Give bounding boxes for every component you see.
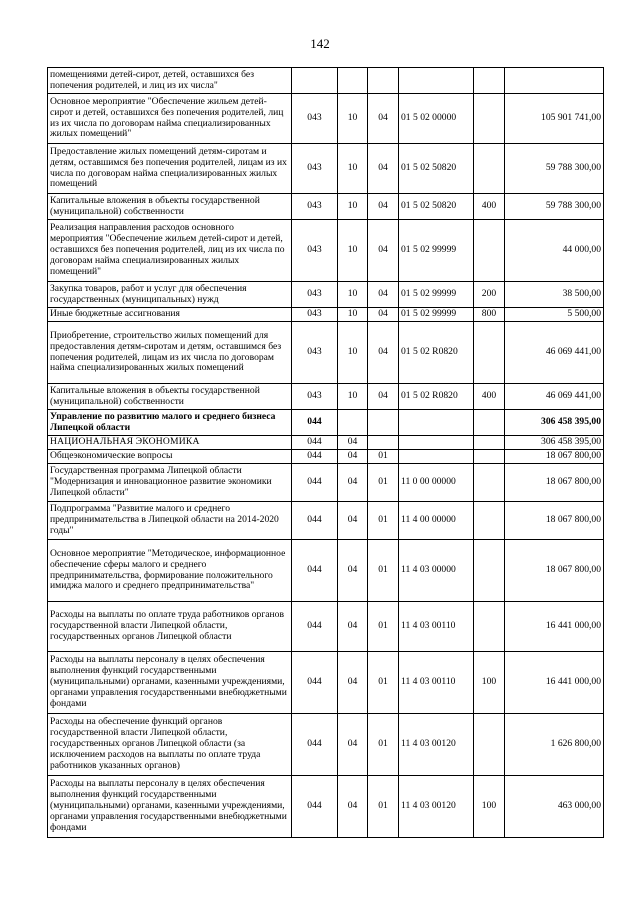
table-row <box>48 194 604 220</box>
ministry-code-cell: 044 <box>292 450 338 464</box>
ministry-code-cell: 043 <box>292 194 338 220</box>
subsection-code-cell: 04 <box>368 384 399 410</box>
amount-cell <box>505 68 604 94</box>
section-code-cell: 04 <box>338 436 368 450</box>
amount-cell: 16 441 000,00 <box>505 652 604 714</box>
table-row <box>48 384 604 410</box>
target-article-cell: 01 5 02 99999 <box>399 308 474 322</box>
target-article-cell: 01 5 02 R0820 <box>399 384 474 410</box>
amount-cell: 5 500,00 <box>505 308 604 322</box>
expense-type-cell <box>474 540 505 602</box>
amount-cell: 46 069 441,00 <box>505 322 604 384</box>
row-name-cell: Капитальные вложения в объекты государственной (муниципальной) собственности <box>48 384 292 410</box>
table-row <box>48 776 604 838</box>
expense-type-cell: 400 <box>474 384 505 410</box>
target-article-cell: 01 5 02 00000 <box>399 94 474 144</box>
expense-type-cell: 100 <box>474 776 505 838</box>
amount-cell: 306 458 395,00 <box>505 410 604 436</box>
subsection-code-cell: 04 <box>368 322 399 384</box>
section-code-cell: 04 <box>338 714 368 776</box>
amount-cell: 59 788 300,00 <box>505 144 604 194</box>
amount-cell: 59 788 300,00 <box>505 194 604 220</box>
amount-cell: 44 000,00 <box>505 220 604 282</box>
expense-type-cell <box>474 220 505 282</box>
ministry-code-cell: 044 <box>292 502 338 540</box>
expense-type-cell <box>474 68 505 94</box>
target-article-cell <box>399 436 474 450</box>
subsection-code-cell: 01 <box>368 652 399 714</box>
target-article-cell: 01 5 02 50820 <box>399 194 474 220</box>
expense-type-cell: 800 <box>474 308 505 322</box>
section-code-cell: 04 <box>338 776 368 838</box>
row-name-cell: Закупка товаров, работ и услуг для обеспечения государственных (муниципальных) нужд <box>48 282 292 308</box>
target-article-cell: 11 4 03 00110 <box>399 602 474 652</box>
ministry-code-cell: 044 <box>292 436 338 450</box>
table-row <box>48 410 604 436</box>
ministry-code-cell: 043 <box>292 282 338 308</box>
target-article-cell: 11 4 03 00120 <box>399 776 474 838</box>
section-code-cell: 10 <box>338 94 368 144</box>
target-article-cell <box>399 410 474 436</box>
section-code-cell: 04 <box>338 450 368 464</box>
row-name-cell: Реализация направления расходов основного мероприятия "Обеспечение жильем детей-сирот и детей, оставшихся без попечения родителей, лиц из их числа по договорам найма специализированных жилых помещений" <box>48 220 292 282</box>
ministry-code-cell: 043 <box>292 144 338 194</box>
section-code-cell: 04 <box>338 540 368 602</box>
subsection-code-cell: 04 <box>368 308 399 322</box>
subsection-code-cell: 01 <box>368 450 399 464</box>
amount-cell: 18 067 800,00 <box>505 502 604 540</box>
section-code-cell <box>338 68 368 94</box>
table-row <box>48 436 604 450</box>
ministry-code-cell: 044 <box>292 714 338 776</box>
ministry-code-cell: 043 <box>292 220 338 282</box>
subsection-code-cell: 01 <box>368 502 399 540</box>
row-name-cell: Расходы на выплаты персоналу в целях обеспечения выполнения функций государственными (муниципальными) органами, казенными учреждениями, органами управления государственными внебюджетными фондами <box>48 652 292 714</box>
table-row <box>48 220 604 282</box>
amount-cell: 306 458 395,00 <box>505 436 604 450</box>
row-name-cell: помещениями детей-сирот, детей, оставшихся без попечения родителей, и лиц из их числа" <box>48 68 292 94</box>
section-code-cell <box>338 410 368 436</box>
table-row <box>48 308 604 322</box>
expense-type-cell <box>474 144 505 194</box>
row-name-cell: Приобретение, строительство жилых помещений для предоставления детям-сиротам и детям, оставшимся без попечения родителей, лицам из их числа по договорам найма специализированных жилых помещений <box>48 322 292 384</box>
table-row <box>48 602 604 652</box>
ministry-code-cell: 043 <box>292 308 338 322</box>
section-code-cell: 10 <box>338 384 368 410</box>
row-name-cell: Подпрограмма "Развитие малого и среднего предпринимательства в Липецкой области на 2014-2020 годы" <box>48 502 292 540</box>
expense-type-cell <box>474 464 505 502</box>
amount-cell: 18 067 800,00 <box>505 540 604 602</box>
target-article-cell: 11 0 00 00000 <box>399 464 474 502</box>
target-article-cell: 01 5 02 99999 <box>399 282 474 308</box>
expense-type-cell <box>474 602 505 652</box>
row-name-cell: Управление по развитию малого и среднего бизнеса Липецкой области <box>48 410 292 436</box>
subsection-code-cell: 04 <box>368 282 399 308</box>
table-row <box>48 502 604 540</box>
table-row <box>48 652 604 714</box>
row-name-cell: Основное мероприятие "Обеспечение жильем детей-сирот и детей, оставшихся без попечения родителей, лиц из их числа по договорам найма специализированных жилых помещений" <box>48 94 292 144</box>
ministry-code-cell: 044 <box>292 776 338 838</box>
row-name-cell: Расходы на выплаты по оплате труда работников органов государственной власти Липецкой области, государственных органов Липецкой области <box>48 602 292 652</box>
section-code-cell: 10 <box>338 308 368 322</box>
table-row <box>48 322 604 384</box>
subsection-code-cell: 01 <box>368 602 399 652</box>
section-code-cell: 04 <box>338 602 368 652</box>
ministry-code-cell: 044 <box>292 540 338 602</box>
amount-cell: 18 067 800,00 <box>505 450 604 464</box>
amount-cell: 463 000,00 <box>505 776 604 838</box>
subsection-code-cell: 01 <box>368 714 399 776</box>
row-name-cell: Капитальные вложения в объекты государственной (муниципальной) собственности <box>48 194 292 220</box>
subsection-code-cell: 04 <box>368 194 399 220</box>
table-row <box>48 540 604 602</box>
row-name-cell: НАЦИОНАЛЬНАЯ ЭКОНОМИКА <box>48 436 292 450</box>
expense-type-cell <box>474 436 505 450</box>
subsection-code-cell: 01 <box>368 540 399 602</box>
expense-type-cell: 200 <box>474 282 505 308</box>
row-name-cell: Расходы на выплаты персоналу в целях обеспечения выполнения функций государственными (муниципальными) органами, казенными учреждениями, органами управления государственными внебюджетными фондами <box>48 776 292 838</box>
amount-cell: 38 500,00 <box>505 282 604 308</box>
row-name-cell: Предоставление жилых помещений детям-сиротам и детям, оставшимся без попечения родителей, лицам из их числа по договорам найма специализированных жилых помещений <box>48 144 292 194</box>
section-code-cell: 04 <box>338 502 368 540</box>
section-code-cell: 10 <box>338 220 368 282</box>
table-row <box>48 282 604 308</box>
target-article-cell: 01 5 02 R0820 <box>399 322 474 384</box>
row-name-cell: Основное мероприятие "Методическое, информационное обеспечение сферы малого и среднего предпринимательства, формирование положительного имиджа малого и среднего предпринимательства" <box>48 540 292 602</box>
target-article-cell: 01 5 02 99999 <box>399 220 474 282</box>
target-article-cell: 11 4 03 00000 <box>399 540 474 602</box>
table-row <box>48 450 604 464</box>
section-code-cell: 10 <box>338 194 368 220</box>
row-name-cell: Общеэкономические вопросы <box>48 450 292 464</box>
expense-type-cell: 100 <box>474 652 505 714</box>
section-code-cell: 04 <box>338 652 368 714</box>
ministry-code-cell: 044 <box>292 410 338 436</box>
subsection-code-cell <box>368 410 399 436</box>
subsection-code-cell: 04 <box>368 220 399 282</box>
budget-table-body <box>48 68 604 838</box>
expense-type-cell <box>474 410 505 436</box>
amount-cell: 16 441 000,00 <box>505 602 604 652</box>
table-row <box>48 714 604 776</box>
page-number: 142 <box>310 36 330 51</box>
section-code-cell: 10 <box>338 322 368 384</box>
amount-cell: 105 901 741,00 <box>505 94 604 144</box>
subsection-code-cell <box>368 436 399 450</box>
table-row <box>48 144 604 194</box>
target-article-cell: 11 4 03 00120 <box>399 714 474 776</box>
row-name-cell: Расходы на обеспечение функций органов государственной власти Липецкой области, государственных органов Липецкой области (за исключением расходов на выплаты по оплате труда работников указанных органов) <box>48 714 292 776</box>
ministry-code-cell: 044 <box>292 602 338 652</box>
subsection-code-cell: 04 <box>368 94 399 144</box>
expense-type-cell <box>474 714 505 776</box>
ministry-code-cell: 043 <box>292 94 338 144</box>
ministry-code-cell: 044 <box>292 652 338 714</box>
subsection-code-cell: 04 <box>368 144 399 194</box>
ministry-code-cell: 043 <box>292 384 338 410</box>
amount-cell: 18 067 800,00 <box>505 464 604 502</box>
subsection-code-cell: 01 <box>368 464 399 502</box>
expense-type-cell <box>474 322 505 384</box>
section-code-cell: 10 <box>338 144 368 194</box>
expense-type-cell: 400 <box>474 194 505 220</box>
target-article-cell: 11 4 00 00000 <box>399 502 474 540</box>
amount-cell: 1 626 800,00 <box>505 714 604 776</box>
table-row <box>48 464 604 502</box>
ministry-code-cell: 044 <box>292 464 338 502</box>
row-name-cell: Государственная программа Липецкой области "Модернизация и инновационное развитие экономики Липецкой области" <box>48 464 292 502</box>
target-article-cell: 01 5 02 50820 <box>399 144 474 194</box>
ministry-code-cell: 043 <box>292 322 338 384</box>
table-row <box>48 68 604 94</box>
subsection-code-cell: 01 <box>368 776 399 838</box>
row-name-cell: Иные бюджетные ассигнования <box>48 308 292 322</box>
amount-cell: 46 069 441,00 <box>505 384 604 410</box>
target-article-cell: 11 4 03 00110 <box>399 652 474 714</box>
subsection-code-cell <box>368 68 399 94</box>
table-row <box>48 94 604 144</box>
target-article-cell <box>399 450 474 464</box>
section-code-cell: 04 <box>338 464 368 502</box>
expense-type-cell <box>474 502 505 540</box>
section-code-cell: 10 <box>338 282 368 308</box>
budget-table <box>47 67 604 838</box>
ministry-code-cell <box>292 68 338 94</box>
target-article-cell <box>399 68 474 94</box>
expense-type-cell <box>474 94 505 144</box>
expense-type-cell <box>474 450 505 464</box>
